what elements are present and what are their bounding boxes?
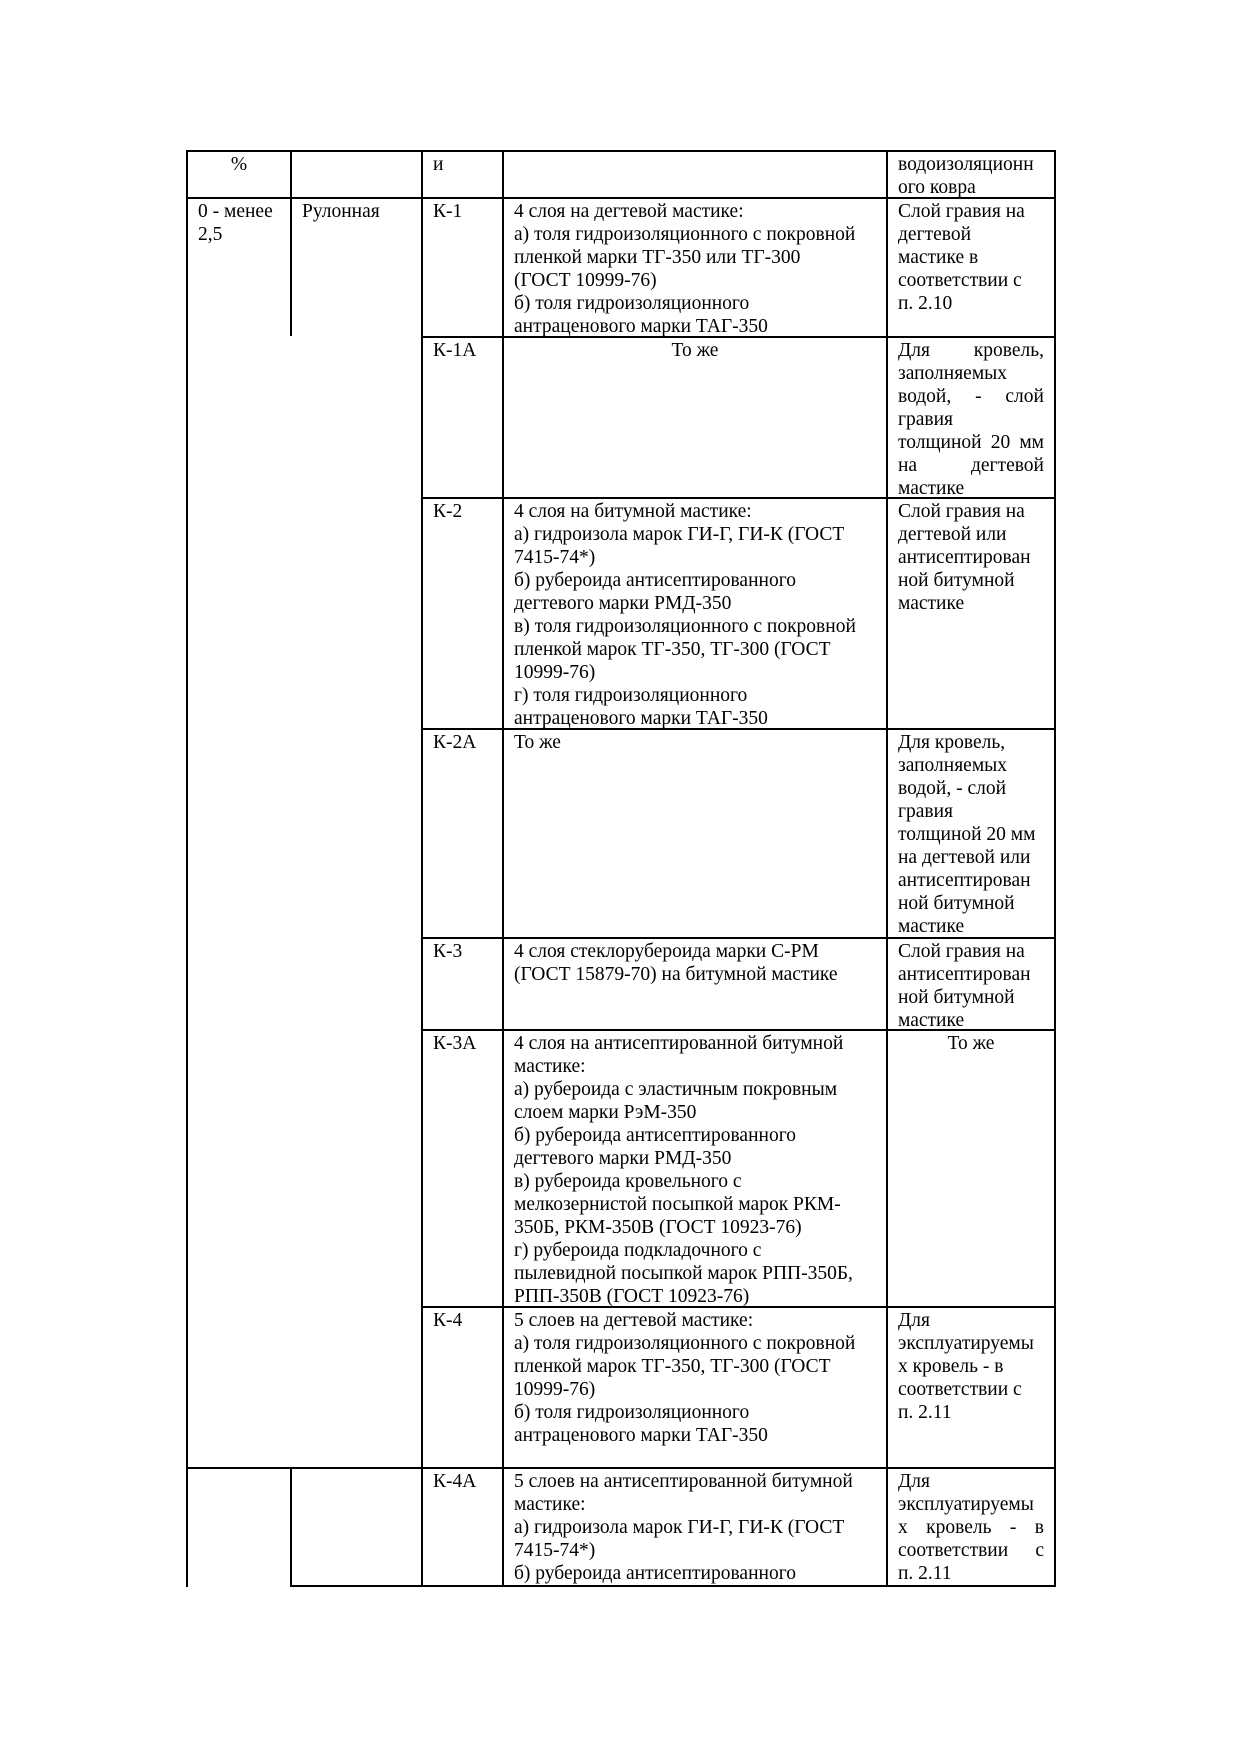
protection-layer-cell [888,1031,1054,1306]
protection-layer-cell-line: мастике в [898,247,979,268]
roof-code-cell [423,499,502,523]
layers-description-cell-line: а) толя гидроизоляционного с покровной [514,224,856,245]
roof-code: К-4 [433,1310,463,1331]
protection-layer-cell-line: Для кровель, [898,732,1006,753]
layers-description-cell [504,199,886,336]
layers-description-cell-line: а) гидроизола марок ГИ-Г, ГИ-К (ГОСТ [514,524,845,545]
protection-layer-cell-line [898,1516,1044,1539]
header-cell-protection-line: ого ковра [898,177,976,197]
layers-description-cell-line: пленкой марок ТГ-350, ТГ-300 (ГОСТ [514,1356,831,1377]
protection-layer-cell-line: на дегтевой или [898,847,1031,868]
protection-layer-cell-line [898,431,1044,454]
word: слой [1005,386,1044,407]
protection-layer-cell-line [898,1539,1044,1562]
roof-code-cell [423,730,502,754]
protection-layer-cell-line: мастике [898,478,965,497]
layers-description-cell-line: антраценового марки ТАГ-350 [514,708,768,728]
header-cell-protection-line: водоизоляционн [898,154,1034,175]
table-rule [1054,150,1056,1587]
protection-layer-cell-line: гравия [898,409,954,430]
protection-layer-cell-line: эксплуатируемы [898,1494,1034,1515]
word: водой, [898,386,952,407]
layers-description-cell-line: 5 слоев на антисептированной битумной [514,1471,853,1492]
roof-code: К-2А [433,732,477,753]
protection-layer-cell-line: гравия [898,801,954,822]
word: на [898,455,918,476]
protection-layer-cell-line [898,454,1044,477]
protection-layer-cell-line: мастике [898,916,965,937]
protection-layer-cell-line: Для [898,1471,931,1492]
layers-description-cell-line: пленкой марки ТГ-350 или ТГ-300 [514,247,801,268]
roof-type-cell [292,199,421,223]
protection-layer-cell-line: соответствии с [898,270,1022,291]
roof-code: К-4А [433,1471,477,1492]
table-rule [290,1467,292,1587]
protection-layer-cell-line: Слой гравия на [898,941,1025,962]
layers-description-cell [504,338,886,497]
roof-code-cell [423,939,502,963]
word: Для [898,340,931,361]
roof-code: К-1А [433,340,477,361]
protection-layer-cell-line: мастике [898,1010,965,1029]
layers-description-cell-line: 4 слоя на дегтевой мастике: [514,201,744,222]
protection-layer-cell-line: То же [947,1033,995,1054]
protection-layer-cell-line: ной битумной [898,570,1015,591]
protection-layer-cell [888,199,1054,336]
word: в [1034,1517,1044,1538]
layers-description-cell-line: 4 слоя на антисептированной битумной [514,1033,844,1054]
layers-description-cell-line: г) толя гидроизоляционного [514,685,748,706]
protection-layer-cell-line: п. 2.10 [898,293,953,314]
layers-description-cell-line: а) рубероида с эластичным покровным [514,1079,838,1100]
layers-description-cell-line: б) рубероида антисептированного [514,1563,796,1584]
protection-layer-cell [888,338,1054,497]
protection-layer-cell-line: ной битумной [898,987,1015,1008]
roof-code-cell [423,1308,502,1332]
layers-description-cell-line: мелкозернистой посыпкой марок РКМ- [514,1194,841,1215]
layers-description-cell-line: дегтевого марки РМД-350 [514,593,732,614]
protection-layer-cell-line: мастике [898,593,965,614]
protection-layer-cell-line: заполняемых [898,755,1008,776]
protection-layer-cell [888,730,1054,937]
table-rule [186,150,188,1587]
protection-layer-cell-line: антисептирован [898,964,1031,985]
protection-layer-cell [888,1308,1054,1467]
layers-description-cell-line: дегтевого марки РМД-350 [514,1148,732,1169]
layers-description-cell-line: 4 слоя на битумной мастике: [514,501,752,522]
layers-description-cell-line: То же [671,340,719,361]
protection-layer-cell-line: эксплуатируемы [898,1333,1034,1354]
roof-code-cell [423,338,502,362]
layers-description-cell-line: (ГОСТ 10999-76) [514,270,657,291]
protection-layer-cell-line: антисептирован [898,870,1031,891]
word: толщиной [898,432,982,453]
roof-code: К-3А [433,1033,477,1054]
layers-description-cell-line: 7415-74*) [514,1540,596,1561]
slope-cell-line: 2,5 [198,224,223,245]
word: дегтевой [970,455,1044,476]
protection-layer-cell-line [898,339,1044,362]
layers-description-cell-line: 10999-76) [514,1379,596,1400]
word: х [898,1517,908,1538]
layers-description-cell-line: 350Б, РКМ-350В (ГОСТ 10923-76) [514,1217,802,1238]
layers-description-cell-line: антраценового марки ТАГ-350 [514,316,768,336]
slope-cell [188,199,290,336]
word: 20 [990,432,1011,453]
roof-code: К-1 [433,201,463,222]
word: - [1009,1517,1017,1538]
slope-cell-line: 0 - менее [198,201,273,222]
protection-layer-cell-line: толщиной 20 мм [898,824,1036,845]
table-rule [421,150,423,1587]
header-cell-unit-text: % [230,154,248,175]
layers-description-cell [504,730,886,937]
protection-layer-cell-line: ной битумной [898,893,1015,914]
layers-description-cell-line: мастике: [514,1056,586,1077]
layers-description-cell-line: в) толя гидроизоляционного с покровной [514,616,856,637]
protection-layer-cell-line: водой, - слой [898,778,1007,799]
layers-description-cell-line: (ГОСТ 15879-70) на битумной мастике [514,964,838,985]
word: соответствии [898,1540,1009,1561]
layers-description-cell-line: 10999-76) [514,662,596,683]
layers-description-cell-line: 7415-74*) [514,547,596,568]
layers-description-cell-line: 4 слоя стеклорубероида марки С-РМ [514,941,819,962]
layers-description-cell-line: б) рубероида антисептированного [514,1125,796,1146]
layers-description-cell-line: б) рубероида антисептированного [514,570,796,591]
layers-description-cell [504,939,886,1029]
layers-description-cell-line: а) гидроизола марок ГИ-Г, ГИ-К (ГОСТ [514,1517,845,1538]
roof-type-text: Рулонная [302,201,380,222]
layers-description-cell-line: г) рубероида подкладочного с [514,1240,762,1261]
roof-code: К-2 [433,501,463,522]
header-cell-code [423,152,502,176]
layers-description-cell-line: а) толя гидроизоляционного с покровной [514,1333,856,1354]
protection-layer-cell [888,499,1054,728]
protection-layer-cell-line: п. 2.11 [898,1563,952,1584]
layers-description-cell-line: б) толя гидроизоляционного [514,1402,750,1423]
word: с [1035,1540,1044,1561]
protection-layer-cell-line [898,385,1044,408]
table-rule [290,1585,1056,1587]
layers-description-cell-line: б) толя гидроизоляционного [514,293,750,314]
layers-description-cell-line: мастике: [514,1494,586,1515]
protection-layer-cell-line: п. 2.11 [898,1402,952,1423]
layers-description-cell-line: пылевидной посыпкой марок РПП-350Б, [514,1263,853,1284]
word: кровель [926,1517,992,1538]
roof-code-cell [423,1031,502,1055]
layers-description-cell-line: антраценового марки ТАГ-350 [514,1425,768,1446]
protection-layer-cell-line: дегтевой [898,224,972,245]
protection-layer-cell [888,1469,1054,1585]
layers-description-cell [504,1469,886,1585]
protection-layer-cell-line: дегтевой или [898,524,1007,545]
header-cell-protection [888,152,1054,197]
layers-description-cell-line: 5 слоев на дегтевой мастике: [514,1310,754,1331]
layers-description-cell-line: слоем марки РэМ-350 [514,1102,697,1123]
layers-description-cell [504,1031,886,1306]
layers-description-cell-line: То же [514,732,561,753]
protection-layer-cell-line: х кровель - в [898,1356,1004,1377]
word: - [975,386,982,407]
protection-layer-cell-line: антисептирован [898,547,1031,568]
protection-layer-cell-line: Для [898,1310,931,1331]
word: мм [1019,432,1044,453]
header-cell-unit [188,152,290,176]
layers-description-cell-line: РПП-350В (ГОСТ 10923-76) [514,1286,750,1306]
roof-code-cell [423,1469,502,1493]
protection-layer-cell [888,939,1054,1029]
header-cell-code-text: и [433,154,444,175]
table-rule [290,150,292,336]
protection-layer-cell-line: соответствии с [898,1379,1022,1400]
layers-description-cell [504,1308,886,1467]
layers-description-cell-line: пленкой марок ТГ-350, ТГ-300 (ГОСТ [514,639,831,660]
layers-description-cell-line: в) рубероида кровельного с [514,1171,742,1192]
layers-description-cell [504,499,886,728]
roof-code: К-3 [433,941,463,962]
roof-code-cell [423,199,502,223]
protection-layer-cell-line: заполняемых [898,363,1008,384]
protection-layer-cell-line: Слой гравия на [898,501,1025,522]
protection-layer-cell-line: Слой гравия на [898,201,1025,222]
word: кровель, [973,340,1044,361]
